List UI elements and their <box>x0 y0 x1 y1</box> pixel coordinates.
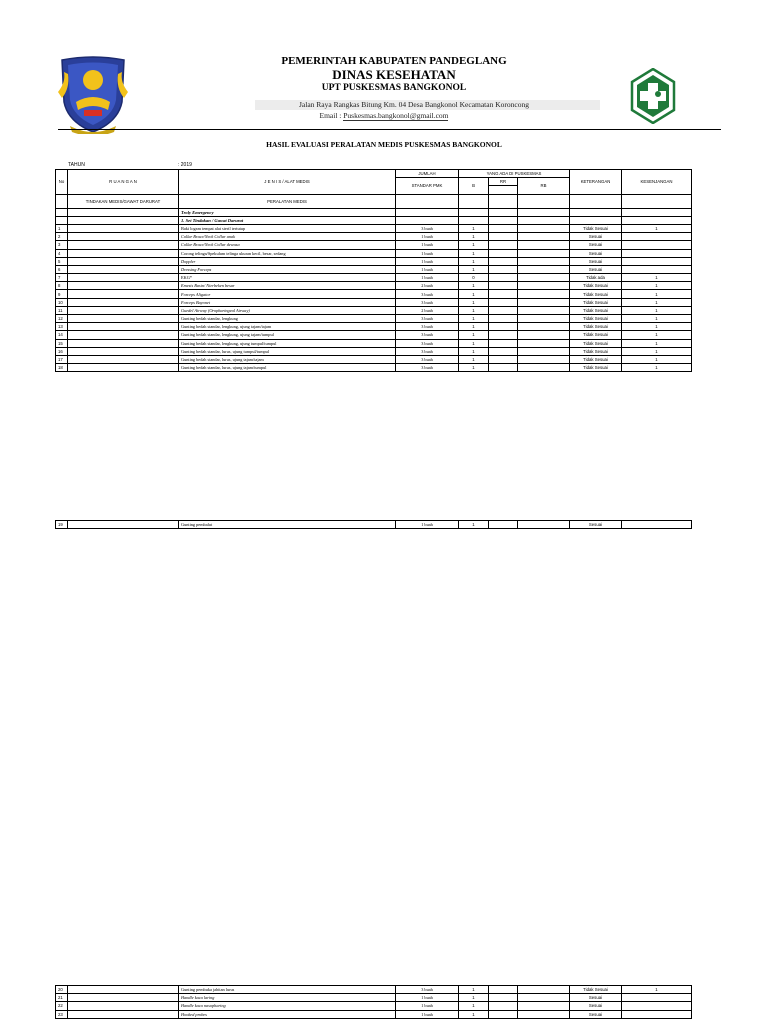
row-good-count: 1 <box>459 224 489 232</box>
letterhead-email <box>0 111 768 120</box>
row-standard-qty: 1 buah <box>396 257 459 265</box>
row-keterangan: Tidak Sesuai <box>570 298 622 306</box>
table-row <box>56 347 692 355</box>
empty-cell <box>68 208 179 216</box>
row-rb <box>518 339 570 347</box>
row-kesenjangan: 1 <box>622 274 692 282</box>
row-standard-qty: 1 buah <box>396 233 459 241</box>
row-standard-qty: 3 buah <box>396 364 459 372</box>
row-number: 22 <box>56 1002 68 1010</box>
row-good-count: 1 <box>459 290 489 298</box>
row-rb <box>518 224 570 232</box>
row-kesenjangan: 1 <box>622 347 692 355</box>
row-number: 10 <box>56 298 68 306</box>
row-standard-qty: 3 buah <box>396 986 459 994</box>
row-kesenjangan: 1 <box>622 355 692 363</box>
row-kesenjangan <box>622 257 692 265</box>
row-good-count: 1 <box>459 323 489 331</box>
row-rb <box>518 1010 570 1018</box>
row-rb <box>518 323 570 331</box>
row-keterangan: Tidak Sesuai <box>570 986 622 994</box>
row-rr <box>489 265 518 273</box>
letterhead-agency: DINAS KESEHATAN <box>332 67 456 82</box>
empty-cell <box>570 216 622 224</box>
row-keterangan: Sesuai <box>570 1010 622 1018</box>
section-jenis: PERALATAN MEDIS <box>179 194 396 208</box>
section-no <box>56 194 68 208</box>
row-kesenjangan: 1 <box>622 339 692 347</box>
row-standard-qty: 1 buah <box>396 1010 459 1018</box>
empty-cell <box>622 194 692 208</box>
row-ruangan <box>68 355 179 363</box>
row-rr <box>489 315 518 323</box>
header-jumlah: JUMLAH <box>396 170 459 178</box>
row-number: 6 <box>56 265 68 273</box>
row-standard-qty: 1 buah <box>396 521 459 529</box>
row-ruangan <box>68 257 179 265</box>
row-ruangan <box>68 347 179 355</box>
row-standard-qty: 3 buah <box>396 224 459 232</box>
letterhead-address: Jalan Raya Rangkas Bitung Km. 04 Desa Bangkonol Kecamatan Koroncong <box>299 100 529 109</box>
row-keterangan: Tidak Sesuai <box>570 306 622 314</box>
row-rb <box>518 315 570 323</box>
row-standard-qty: 3 buah <box>396 290 459 298</box>
email-label: Email : <box>319 111 344 120</box>
row-rr <box>489 521 518 529</box>
row-keterangan: Tidak Sesuai <box>570 331 622 339</box>
row-rb <box>518 290 570 298</box>
header-b: B <box>459 178 489 194</box>
row-rr <box>489 241 518 249</box>
row-number: 5 <box>56 257 68 265</box>
row-rb <box>518 306 570 314</box>
empty-cell <box>396 194 459 208</box>
row-kesenjangan: 1 <box>622 315 692 323</box>
row-good-count: 1 <box>459 265 489 273</box>
row-rr <box>489 249 518 257</box>
row-ruangan <box>68 282 179 290</box>
row-rr <box>489 282 518 290</box>
row-ruangan <box>68 331 179 339</box>
row-equipment-name: Hooked probes <box>179 1010 396 1018</box>
row-kesenjangan <box>622 249 692 257</box>
row-good-count: 1 <box>459 339 489 347</box>
document-title: HASIL EVALUASI PERALATAN MEDIS PUSKESMAS BANGKONOL <box>266 140 502 149</box>
row-rb <box>518 249 570 257</box>
row-number: 20 <box>56 986 68 994</box>
row-rb <box>518 994 570 1002</box>
row-rb <box>518 298 570 306</box>
row-ruangan <box>68 233 179 241</box>
header-yang-ada: YANG ADA DI PUSKESMAS <box>459 170 570 178</box>
row-equipment-name: Gunting bedah standar, lengkung <box>179 315 396 323</box>
empty-cell <box>56 208 68 216</box>
section-ruangan: TINDAKAN MEDIS/GAWAT DARURAT <box>68 194 179 208</box>
empty-cell <box>570 194 622 208</box>
table-row <box>56 994 692 1002</box>
row-keterangan: Sesuai <box>570 521 622 529</box>
empty-cell <box>489 216 518 224</box>
table-row <box>56 1010 692 1018</box>
empty-cell <box>518 194 570 208</box>
row-good-count: 1 <box>459 315 489 323</box>
row-equipment-name: Forceps Bayonet <box>179 298 396 306</box>
row-keterangan: Sesuai <box>570 1002 622 1010</box>
table-row <box>56 323 692 331</box>
row-good-count: 1 <box>459 282 489 290</box>
tahun-value: : 2019 <box>178 162 192 168</box>
row-equipment-name: Gunting bedah standar, lurus, ujung tajam/tajam <box>179 355 396 363</box>
row-standard-qty: 3 buah <box>396 347 459 355</box>
equipment-table-continued <box>55 985 692 1019</box>
table-row <box>56 290 692 298</box>
row-number: 8 <box>56 282 68 290</box>
row-keterangan: Sesuai <box>570 257 622 265</box>
row-keterangan: Sesuai <box>570 994 622 1002</box>
equipment-table-continued <box>55 520 692 529</box>
row-rr <box>489 347 518 355</box>
row-standard-qty: 3 buah <box>396 315 459 323</box>
row-ruangan <box>68 994 179 1002</box>
group-heading: Troly Emergency <box>179 208 396 216</box>
row-standard-qty: 3 buah <box>396 331 459 339</box>
row-good-count: 1 <box>459 986 489 994</box>
row-number: 17 <box>56 355 68 363</box>
header-rr: RR <box>489 178 518 186</box>
table-row <box>56 282 692 290</box>
row-rr <box>489 339 518 347</box>
empty-cell <box>459 194 489 208</box>
row-rr <box>489 274 518 282</box>
empty-cell <box>622 208 692 216</box>
empty-cell <box>570 208 622 216</box>
row-equipment-name: Collar Brace/Neck Collar anak <box>179 233 396 241</box>
row-rr <box>489 233 518 241</box>
empty-cell <box>518 208 570 216</box>
row-good-count: 1 <box>459 241 489 249</box>
row-kesenjangan: 1 <box>622 364 692 372</box>
letterhead-government: PEMERINTAH KABUPATEN PANDEGLANG <box>281 55 507 67</box>
row-standard-qty: 2 buah <box>396 306 459 314</box>
table-row <box>56 355 692 363</box>
letterhead-unit: UPT PUSKESMAS BANGKONOL <box>321 83 467 93</box>
subgroup-heading: 1. Set Tindakan / Gawat Darurat <box>179 216 396 224</box>
row-keterangan: Tidak ada <box>570 274 622 282</box>
empty-cell <box>396 208 459 216</box>
row-rr <box>489 994 518 1002</box>
table-row <box>56 331 692 339</box>
row-good-count: 1 <box>459 521 489 529</box>
row-equipment-name: Corong telinga/Spekulum telinga ukuran kecil, besar, sedang <box>179 249 396 257</box>
row-good-count: 1 <box>459 331 489 339</box>
row-ruangan <box>68 298 179 306</box>
row-rb <box>518 257 570 265</box>
row-rb <box>518 265 570 273</box>
row-ruangan <box>68 315 179 323</box>
row-number: 11 <box>56 306 68 314</box>
row-kesenjangan: 1 <box>622 323 692 331</box>
row-number: 1 <box>56 224 68 232</box>
row-rr <box>489 986 518 994</box>
row-number: 3 <box>56 241 68 249</box>
table-row <box>56 233 692 241</box>
header-kesenjangan: KESENJANGAN <box>622 170 692 195</box>
row-keterangan: Sesuai <box>570 249 622 257</box>
row-rb <box>518 986 570 994</box>
header-jenis: J E N I S / ALAT MEDIS <box>179 170 396 195</box>
row-number: 4 <box>56 249 68 257</box>
table-row <box>56 265 692 273</box>
row-number: 7 <box>56 274 68 282</box>
empty-cell <box>68 216 179 224</box>
row-standard-qty: 3 buah <box>396 355 459 363</box>
equipment-table <box>55 169 692 372</box>
row-number: 23 <box>56 1010 68 1018</box>
row-rb <box>518 331 570 339</box>
table-body <box>56 521 692 529</box>
row-ruangan <box>68 290 179 298</box>
row-good-count: 1 <box>459 347 489 355</box>
row-equipment-name: Gunting pembalut <box>179 521 396 529</box>
row-standard-qty: 1 buah <box>396 249 459 257</box>
table-body <box>56 986 692 1019</box>
empty-cell <box>459 208 489 216</box>
row-number: 2 <box>56 233 68 241</box>
header-divider <box>58 129 721 130</box>
row-number: 21 <box>56 994 68 1002</box>
table-row <box>56 315 692 323</box>
row-equipment-name: Collar Brace/Neck Collar dewasa <box>179 241 396 249</box>
row-number: 12 <box>56 315 68 323</box>
row-ruangan <box>68 265 179 273</box>
row-rr <box>489 298 518 306</box>
row-keterangan: Tidak Sesuai <box>570 315 622 323</box>
row-good-count: 1 <box>459 306 489 314</box>
row-rr <box>489 323 518 331</box>
row-standard-qty: 1 buah <box>396 274 459 282</box>
row-ruangan <box>68 249 179 257</box>
table-row <box>56 257 692 265</box>
row-rb <box>518 233 570 241</box>
header-standar: STANDAR PMK <box>396 178 459 194</box>
row-kesenjangan <box>622 241 692 249</box>
row-ruangan <box>68 364 179 372</box>
table-body <box>56 224 692 371</box>
row-keterangan: Tidak Sesuai <box>570 323 622 331</box>
row-equipment-name: EKG* <box>179 274 396 282</box>
row-kesenjangan <box>622 994 692 1002</box>
row-standard-qty: 1 buah <box>396 1002 459 1010</box>
row-number: 16 <box>56 347 68 355</box>
row-equipment-name: Gunting bedah standar, lurus, ujung tajam/tumpul <box>179 364 396 372</box>
row-good-count: 1 <box>459 355 489 363</box>
row-standard-qty: 1 buah <box>396 994 459 1002</box>
table-row <box>56 241 692 249</box>
row-equipment-name: Gunting pembuka jahitan lurus <box>179 986 396 994</box>
header-ruangan: R U A N G A N <box>68 170 179 195</box>
row-equipment-name: Doppler <box>179 257 396 265</box>
row-good-count: 1 <box>459 249 489 257</box>
row-kesenjangan: 1 <box>622 331 692 339</box>
table-row <box>56 521 692 529</box>
empty-cell <box>489 194 518 208</box>
row-keterangan: Sesuai <box>570 233 622 241</box>
row-good-count: 1 <box>459 1010 489 1018</box>
header-keterangan: KETERANGAN <box>570 170 622 195</box>
row-good-count: 1 <box>459 1002 489 1010</box>
row-kesenjangan: 1 <box>622 290 692 298</box>
row-rr <box>489 306 518 314</box>
empty-cell <box>622 216 692 224</box>
row-equipment-name: Gunting bedah standar, lengkung, ujung tumpul/tumpul <box>179 339 396 347</box>
row-good-count: 1 <box>459 994 489 1002</box>
row-good-count: 1 <box>459 233 489 241</box>
row-equipment-name: Guedel Airway (Oropharingeal Airway) <box>179 306 396 314</box>
table-row <box>56 249 692 257</box>
row-number: 18 <box>56 364 68 372</box>
row-equipment-name: Handle kaca laring <box>179 994 396 1002</box>
table-row <box>56 306 692 314</box>
row-keterangan: Tidak Sesuai <box>570 290 622 298</box>
row-kesenjangan <box>622 1010 692 1018</box>
row-equipment-name: Gunting bedah standar, lengkung, ujung tajam/tumpul <box>179 331 396 339</box>
row-standard-qty: 1 buah <box>396 241 459 249</box>
row-number: 15 <box>56 339 68 347</box>
header-rb: RB <box>518 178 570 194</box>
row-rr <box>489 364 518 372</box>
row-good-count: 1 <box>459 298 489 306</box>
row-ruangan <box>68 1002 179 1010</box>
row-number: 19 <box>56 521 68 529</box>
row-rb <box>518 1002 570 1010</box>
table-row <box>56 339 692 347</box>
empty-cell <box>518 216 570 224</box>
row-rb <box>518 274 570 282</box>
table-row <box>56 274 692 282</box>
row-equipment-name: Gunting bedah standar, lurus, ujung tumpul/tumpul <box>179 347 396 355</box>
row-keterangan: Tidak Sesuai <box>570 347 622 355</box>
header-rr-spacer <box>489 186 518 194</box>
row-number: 14 <box>56 331 68 339</box>
row-rr <box>489 290 518 298</box>
row-rb <box>518 282 570 290</box>
row-rb <box>518 347 570 355</box>
row-rr <box>489 355 518 363</box>
row-ruangan <box>68 323 179 331</box>
email-link[interactable]: Puskesmas.bangkonol@gmail.com <box>343 111 449 120</box>
table-row <box>56 1002 692 1010</box>
table-row <box>56 224 692 232</box>
header-no: No <box>56 170 68 195</box>
empty-cell <box>489 208 518 216</box>
row-kesenjangan: 1 <box>622 282 692 290</box>
row-ruangan <box>68 224 179 232</box>
row-ruangan <box>68 1010 179 1018</box>
row-rr <box>489 1010 518 1018</box>
row-rr <box>489 257 518 265</box>
row-equipment-name: Dressing Forceps <box>179 265 396 273</box>
row-equipment-name: Baki logam tempat alat steril tertutup <box>179 224 396 232</box>
tahun-label: TAHUN <box>68 162 85 168</box>
row-kesenjangan: 1 <box>622 298 692 306</box>
row-kesenjangan: 1 <box>622 224 692 232</box>
row-rr <box>489 224 518 232</box>
row-ruangan <box>68 521 179 529</box>
row-kesenjangan <box>622 265 692 273</box>
row-keterangan: Tidak Sesuai <box>570 364 622 372</box>
row-standard-qty: 1 buah <box>396 265 459 273</box>
row-rb <box>518 364 570 372</box>
row-keterangan: Tidak Sesuai <box>570 339 622 347</box>
row-rr <box>489 1002 518 1010</box>
row-standard-qty: 3 buah <box>396 323 459 331</box>
row-rb <box>518 355 570 363</box>
row-equipment-name: Forceps Aligator <box>179 290 396 298</box>
row-keterangan: Tidak Sesuai <box>570 282 622 290</box>
empty-cell <box>459 216 489 224</box>
table-row <box>56 298 692 306</box>
row-good-count: 1 <box>459 364 489 372</box>
row-good-count: 1 <box>459 257 489 265</box>
row-kesenjangan: 1 <box>622 986 692 994</box>
row-equipment-name: Emesis Basin/ Nierbeken besar <box>179 282 396 290</box>
row-good-count: 0 <box>459 274 489 282</box>
row-kesenjangan <box>622 521 692 529</box>
row-number: 9 <box>56 290 68 298</box>
row-keterangan: Tidak Sesuai <box>570 224 622 232</box>
row-equipment-name: Gunting bedah standar, lengkung, ujung tajam/tajam <box>179 323 396 331</box>
row-kesenjangan <box>622 1002 692 1010</box>
row-ruangan <box>68 306 179 314</box>
row-standard-qty: 2 buah <box>396 282 459 290</box>
empty-cell <box>396 216 459 224</box>
row-ruangan <box>68 241 179 249</box>
table-row <box>56 986 692 994</box>
row-rb <box>518 241 570 249</box>
row-kesenjangan <box>622 233 692 241</box>
row-kesenjangan: 1 <box>622 306 692 314</box>
row-equipment-name: Handle kaca nasopharing <box>179 1002 396 1010</box>
row-standard-qty: 3 buah <box>396 339 459 347</box>
row-keterangan: Sesuai <box>570 265 622 273</box>
row-keterangan: Sesuai <box>570 241 622 249</box>
row-ruangan <box>68 986 179 994</box>
row-number: 13 <box>56 323 68 331</box>
row-ruangan <box>68 274 179 282</box>
row-rr <box>489 331 518 339</box>
row-keterangan: Tidak Sesuai <box>570 355 622 363</box>
empty-cell <box>56 216 68 224</box>
row-ruangan <box>68 339 179 347</box>
table-row <box>56 364 692 372</box>
row-rb <box>518 521 570 529</box>
row-standard-qty: 3 buah <box>396 298 459 306</box>
